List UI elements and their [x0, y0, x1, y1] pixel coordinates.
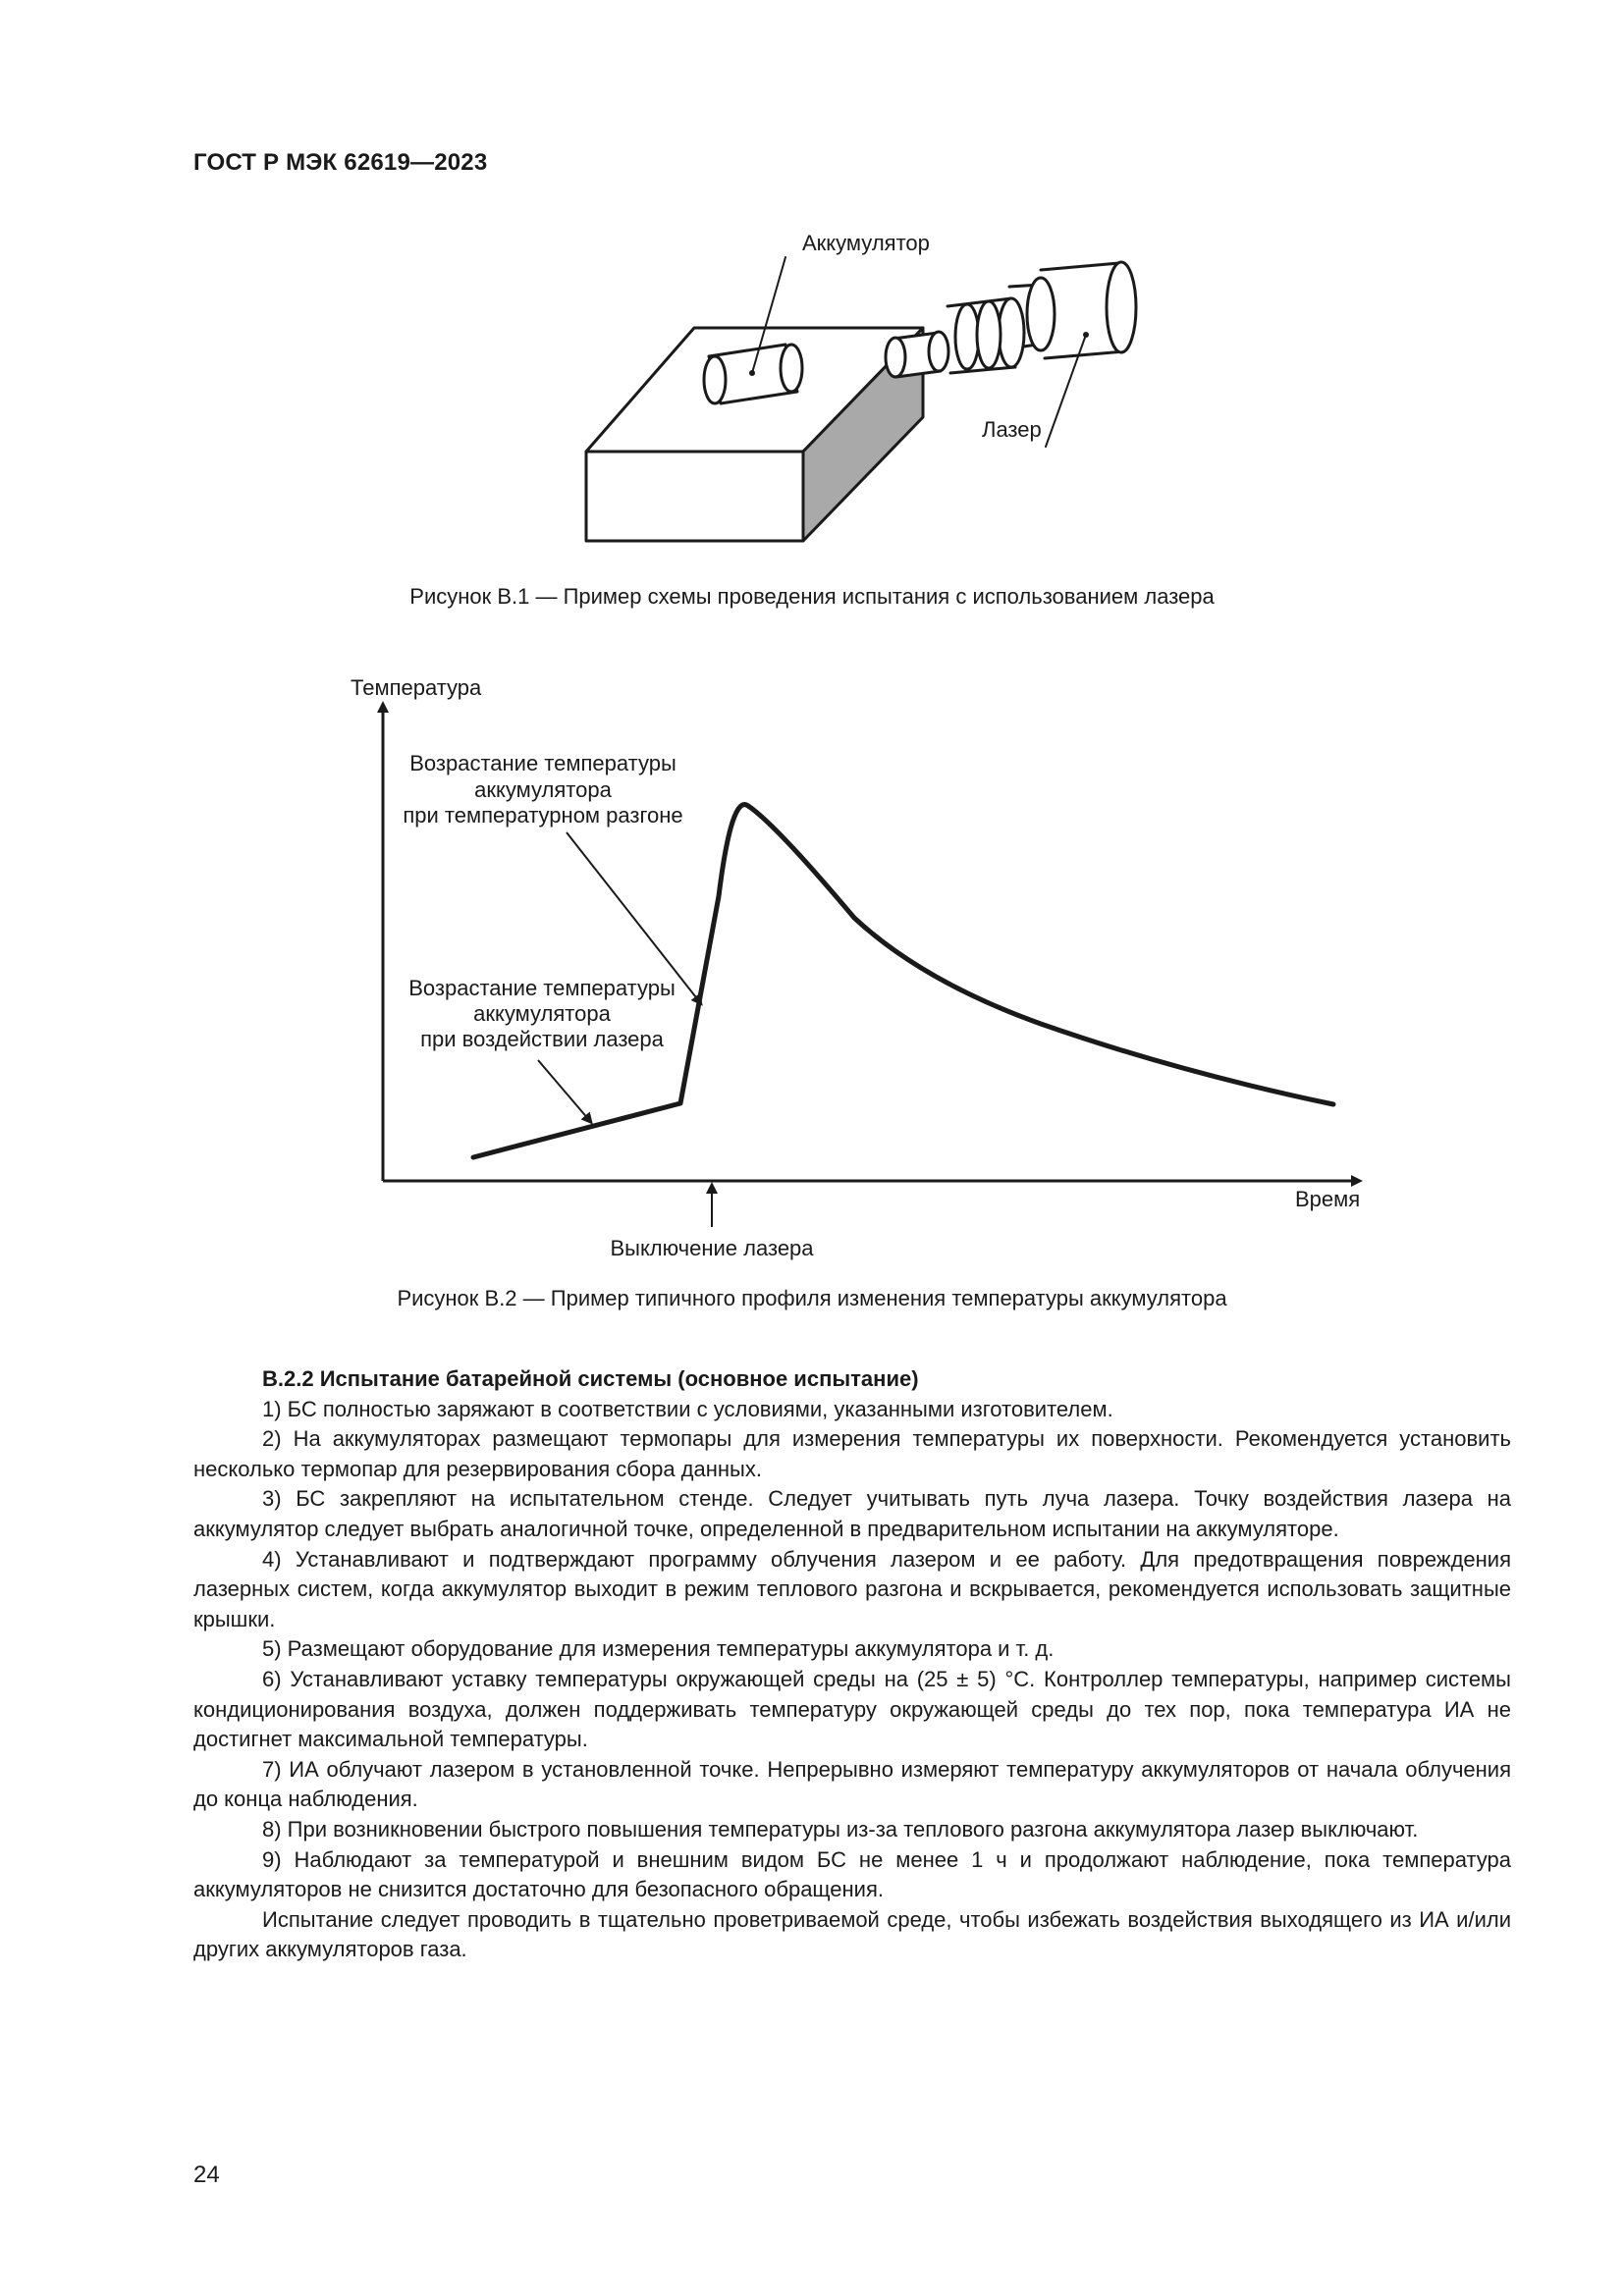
paragraph-2: 2) На аккумуляторах размещают термопары для измерения температуры их поверхности. Рекомендуется установить несколько термопар для резервирования сбора данных.	[193, 1426, 1511, 1481]
annotation-laser-off: Выключение лазера	[610, 1236, 814, 1260]
paragraph-6: 6) Устанавливают уставку температуры окружающей среды на (25 ± 5) °С. Контроллер температуры, например системы кондиционирования воздуха, должен поддерживать температуру окружающей среды до тех пор, пока температура ИА не достигнет максимальной температуры.	[193, 1666, 1511, 1752]
paragraph-3: 3) БС закрепляют на испытательном стенде. Следует учитывать путь луча лазера. Точку воздействия лазера на аккумулятор следует выбрать аналогичной точке, определенной в предварительном испытании на аккумуляторе.	[193, 1486, 1511, 1541]
annotation-runaway-line1: Возрастание температуры	[409, 751, 677, 775]
label-laser: Лазер	[982, 417, 1042, 442]
figure2-caption: Рисунок В.2 — Пример типичного профиля изменения температуры аккумулятора	[397, 1286, 1227, 1310]
section-title: В.2.2 Испытание батарейной системы (основное испытание)	[262, 1366, 919, 1391]
document-header: ГОСТ Р МЭК 62619—2023	[193, 149, 488, 176]
paragraph-4: 4) Устанавливают и подтверждают программу облучения лазером и ее работу. Для предотвращения повреждения лазерных систем, когда аккумулятор выходит в режим теплового разгона и вскрывается, рекомендуется использовать защитные крышки.	[193, 1546, 1511, 1631]
annotation-laser-arrow	[538, 1060, 589, 1120]
figure1-caption: Рисунок В.1 — Пример схемы проведения испытания с использованием лазера	[409, 584, 1215, 609]
paragraph-7: 7) ИА облучают лазером в установленной точке. Непрерывно измеряют температуру аккумуляторов от начала облучения до конца наблюдения.	[193, 1756, 1511, 1812]
page-number: 24	[193, 2162, 220, 2188]
paragraph-8: 8) При возникновении быстрого повышения температуры из-за теплового разгона аккумулятора лазер выключают.	[262, 1816, 1419, 1842]
annotation-laser-line2: аккумулятора	[473, 1001, 611, 1026]
annotation-runaway-line3: при температурном разгоне	[403, 803, 683, 828]
x-axis-label: Время	[1295, 1187, 1361, 1211]
y-axis-label: Температура	[351, 675, 482, 700]
body-text	[193, 1364, 1511, 1965]
annotation-laser-line3: при воздействии лазера	[420, 1027, 664, 1051]
paragraph-9: 9) Наблюдают за температурой и внешним видом БС не менее 1 ч и продолжают наблюдение, пока температура аккумуляторов не снизится достаточно для безопасного обращения.	[193, 1846, 1511, 1902]
paragraph-10: Испытание следует проводить в тщательно проветриваемой среде, чтобы избежать воздействия выходящего из ИА и/или других аккумуляторов газа.	[193, 1906, 1511, 1962]
annotation-laser-line1: Возрастание температуры	[408, 976, 676, 1000]
label-accumulator: Аккумулятор	[802, 231, 930, 255]
paragraph-1: 1) БС полностью заряжают в соответствии с условиями, указанными изготовителем.	[262, 1396, 1113, 1421]
paragraph-5: 5) Размещают оборудование для измерения температуры аккумулятора и т. д.	[262, 1636, 1055, 1662]
annotation-runaway-line2: аккумулятора	[474, 777, 612, 802]
